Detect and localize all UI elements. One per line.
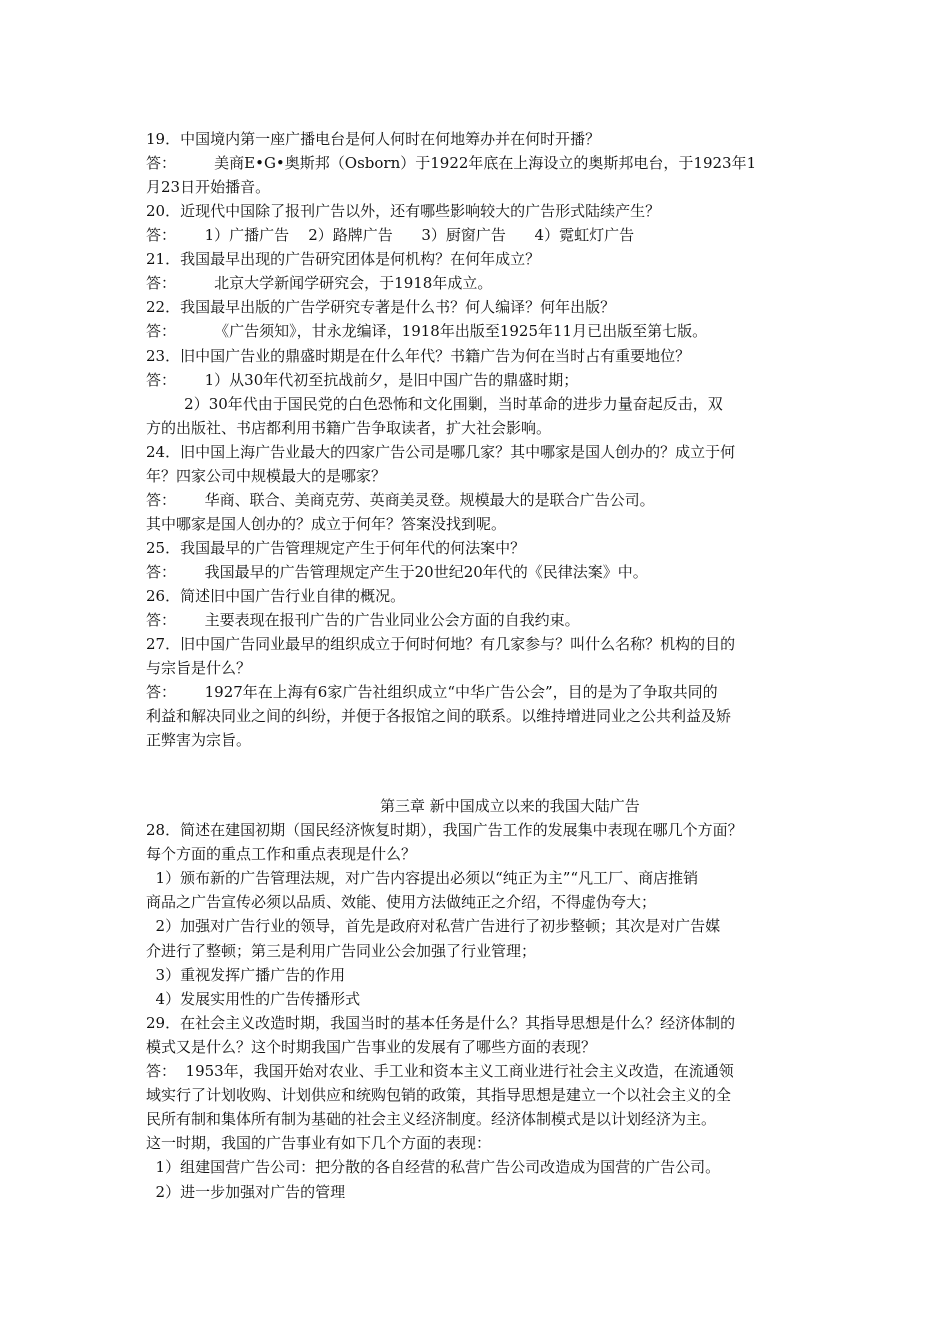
text-line: 21．我国最早出现的广告研究团体是何机构？在何年成立？ [146, 250, 541, 269]
text-line: 1）颁布新的广告管理法规，对广告内容提出必须以“纯正为主”“凡工厂、商店推销 [146, 869, 699, 888]
chapter-heading: 第三章 新中国成立以来的我国大陆广告 [380, 797, 640, 815]
text-line [146, 752, 816, 776]
text-line: 这一时期，我国的广告事业有如下几个方面的表现： [146, 1134, 492, 1153]
text-line: 2）加强对广告行业的领导，首先是政府对私营广告进行了初步整顿；其次是对广告媒 [146, 917, 721, 936]
text-line: 其中哪家是国人创办的？成立于何年？答案没找到呢。 [146, 514, 507, 533]
text-line: 1）组建国营广告公司：把分散的各自经营的私营广告公司改造成为国营的广告公司。 [146, 1158, 721, 1177]
text-line: 25．我国最早的广告管理规定产生于何年代的何法案中？ [146, 538, 526, 557]
text-line: 答： 1）广播广告 2）路牌广告 3）厨窗广告 4）霓虹灯广告 [146, 226, 635, 245]
text-line: 民所有制和集体所有制为基础的社会主义经济制度。经济体制模式是以计划经济为主。 [146, 1110, 717, 1129]
text-line: 26．简述旧中国广告行业自律的概况。 [146, 587, 406, 605]
text-line: 答： 华商、联合、美商克劳、英商美灵登。规模最大的是联合广告公司。 [146, 490, 655, 509]
text-line: 答： 北京大学新闻学研究会，于1918年成立。 [146, 274, 493, 293]
text-line: 答： 美商E•G•奥斯邦（Osborn）于1922年底在上海设立的奥斯邦电台，于1923年1 [146, 154, 757, 173]
text-line: 20．近现代中国除了报刊广告以外，还有哪些影响较大的广告形式陆续产生？ [146, 202, 661, 221]
text-line: 23．旧中国广告业的鼎盛时期是在什么年代？书籍广告为何在当时占有重要地位？ [146, 346, 691, 365]
text-line: 正弊害为宗旨。 [146, 731, 252, 750]
text-line: 答： 1927年在上海有6家广告社组织成立“中华广告公会”，目的是为了争取共同的 [146, 683, 718, 702]
text-line: 模式又是什么？这个时期我国广告事业的发展有了哪些方面的表现？ [146, 1037, 597, 1056]
text-line: 答： 主要表现在报刊广告的广告业同业公会方面的自我约束。 [146, 611, 580, 629]
text-line: 答： 1953年，我国开始对农业、手工业和资本主义工商业进行社会主义改造，在流通领 [146, 1062, 734, 1080]
text-line: 利益和解决同业之间的纠纷，并便于各报馆之间的联系。以维持增进同业之公共利益及矫 [146, 707, 732, 726]
text-line: 介进行了整顿；第三是利用广告同业公会加强了行业管理； [146, 941, 537, 960]
text-line: 28．简述在建国初期（国民经济恢复时期），我国广告工作的发展集中表现在哪几个方面？ [146, 821, 743, 839]
text-line: 年？四家公司中规模最大的是哪家？ [146, 466, 387, 485]
text-line: 24．旧中国上海广告业最大的四家广告公司是哪几家？其中哪家是国人创办的？成立于何 [146, 442, 736, 461]
text-line: 方的出版社、书店都利用书籍广告争取读者，扩大社会影响。 [146, 418, 552, 437]
text-line: 3）重视发挥广播广告的作用 [146, 965, 346, 984]
text-line: 域实行了计划收购、计划供应和统购包销的政策，其指导思想是建立一个以社会主义的全 [146, 1086, 732, 1105]
text-line: 每个方面的重点工作和重点表现是什么？ [146, 845, 417, 864]
text-line: 月23日开始播音。 [146, 178, 271, 197]
text-line: 19．中国境内第一座广播电台是何人何时在何地筹办并在何时开播？ [146, 130, 601, 148]
text-line: 答： 《广告须知》，甘永龙编译，1918年出版至1925年11月已出版至第七版。 [146, 322, 708, 341]
text-line: 2）30年代由于国民党的白色恐怖和文化围剿，当时革命的进步力量奋起反击，双 [146, 394, 723, 413]
text-line: 商品之广告宣传必须以品质、效能、使用方法做纯正之介绍，不得虚伪夸大； [146, 893, 657, 912]
text-line: 29．在社会主义改造时期，我国当时的基本任务是什么？其指导思想是什么？经济体制的 [146, 1013, 736, 1032]
text-line: 答： 1）从30年代初至抗战前夕，是旧中国广告的鼎盛时期； [146, 370, 579, 389]
text-line: 22．我国最早出版的广告学研究专著是什么书？何人编译？何年出版？ [146, 298, 616, 317]
text-line: 4）发展实用性的广告传播形式 [146, 989, 361, 1008]
text-line: 与宗旨是什么？ [146, 659, 252, 678]
text-line: 答： 我国最早的广告管理规定产生于20世纪20年代的《民律法案》中。 [146, 562, 648, 581]
text-line: 27．旧中国广告同业最早的组织成立于何时何地？有几家参与？叫什么名称？机构的目的 [146, 635, 736, 653]
text-line: 2）进一步加强对广告的管理 [146, 1182, 346, 1201]
